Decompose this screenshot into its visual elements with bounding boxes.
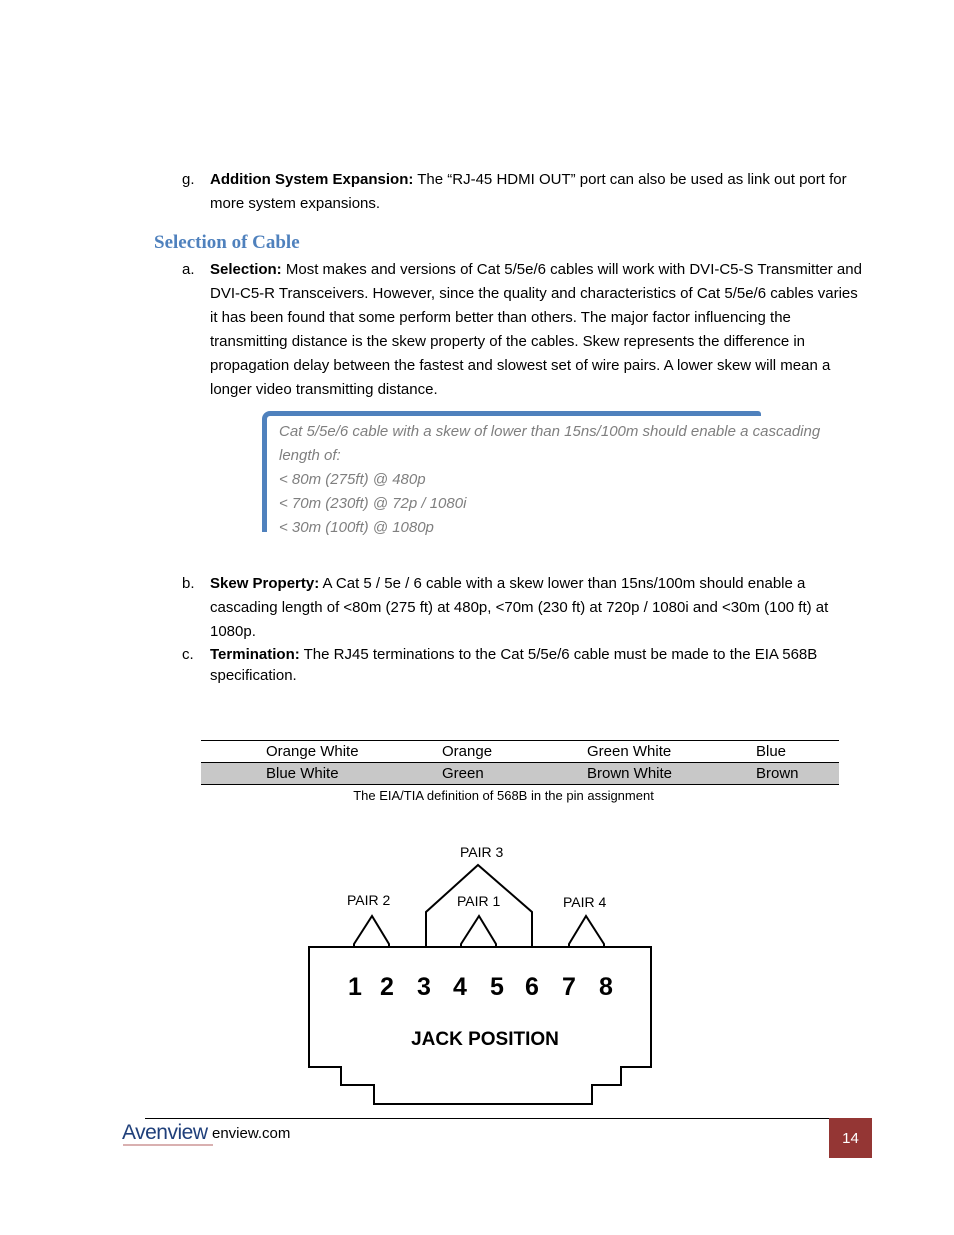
item-text: The “RJ-45 HDMI OUT” port can also be used as link out port for more system expansions. [210,171,847,212]
avenview-logo: Avenview [122,1121,208,1144]
pair-3-label: PAIR 3 [460,844,504,860]
table-cell: Brown White [587,763,756,785]
item-text: A Cat 5 / 5e / 6 cable with a skew lower than 15ns/100m should enable a cascading length of <80m (275 ft) at 480p, <70m (230 ft) at 720p / 1080i and <30m (100 ft) at 1080p. [210,575,829,640]
logo-underline [123,1144,213,1146]
pin-number: 5 [490,973,504,1001]
item-term: Selection: [210,261,282,278]
pin-number: 6 [525,973,539,1001]
pair-1-label: PAIR 1 [457,893,501,909]
table-cell: Brown [756,763,839,785]
item-term: Termination: [210,646,300,663]
quote-text [279,420,869,540]
list-item-b [182,572,862,644]
table-cell: Orange [442,741,587,763]
table-cell: Green [442,763,587,785]
list-item-c [182,644,862,686]
pin-number: 4 [453,973,467,1001]
footer-divider [145,1118,829,1119]
item-text: Most makes and versions of Cat 5/5e/6 cables will work with DVI-C5-S Transmitter and DVI-C5-R Transceivers. However, since the quality and characteristics of Cat 5/5e/6 cables varies it has been found that some perform better than others. The major factor influencing the transmitting distance is the skew property of the cables. Skew represents the difference in propagation delay between the fastest and slowest set of wire pairs. A lower skew will mean a longer video transmitting distance. [210,261,862,398]
pin-number: 2 [380,973,394,1001]
pin-number: 7 [562,973,576,1001]
list-item-g [182,168,862,216]
table-cell: Blue [756,741,839,763]
list-item-a [182,258,862,402]
list-marker: g. [182,171,195,188]
table-caption: The EIA/TIA definition of 568B in the pin assignment [353,788,654,803]
pin-number: 8 [599,973,613,1001]
quote-line: < 80m (275ft) @ 480p [279,471,426,488]
pair-4-label: PAIR 4 [563,894,607,910]
table-cell: Orange White [201,741,442,763]
pin-number: 1 [348,973,362,1001]
footer-website: enview.com [212,1125,291,1142]
rj45-jack-diagram [300,840,660,1110]
table-cell: Blue White [201,763,442,785]
jack-position-label: JACK POSITION [411,1029,559,1050]
page-number-badge [829,1118,872,1158]
table-cell: Green White [587,741,756,763]
list-marker: b. [182,575,195,592]
item-term: Skew Property: [210,575,320,592]
item-term: Addition System Expansion: [210,171,414,188]
quote-line: Cat 5/5e/6 cable with a skew of lower than 15ns/100m should enable a cascading [279,423,821,440]
jack-outline [309,947,651,1104]
pin-number: 3 [417,973,431,1001]
quote-line: < 30m (100ft) @ 1080p [279,519,434,536]
quote-line: length of: [279,447,341,464]
list-marker: c. [182,646,194,663]
pair-2-label: PAIR 2 [347,892,391,908]
table-row [201,763,839,785]
table-row [201,741,839,763]
list-marker: a. [182,261,195,278]
quote-line: < 70m (230ft) @ 72p / 1080i [279,495,467,512]
pin-assignment-table [201,740,839,785]
page-number: 14 [842,1129,859,1147]
section-heading: Selection of Cable [154,232,300,253]
pin-numbers [348,973,613,1001]
item-text: The RJ45 terminations to the Cat 5/5e/6 cable must be made to the EIA 568B specification. [210,646,818,684]
